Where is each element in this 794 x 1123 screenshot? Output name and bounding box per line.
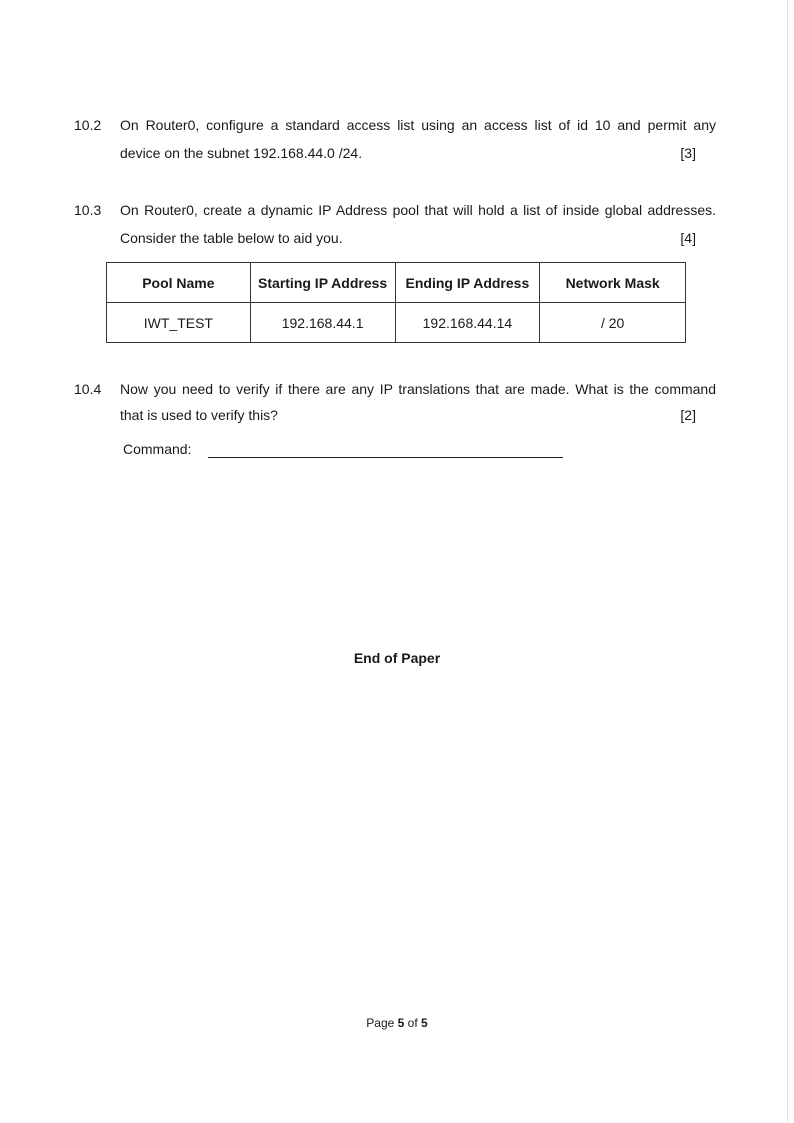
page-footer bbox=[0, 1016, 794, 1030]
footer-middle: of bbox=[404, 1016, 422, 1030]
cell-pool-name: IWT_TEST bbox=[107, 303, 251, 343]
question-text-line-1: Now you need to verify if there are any IP translations that are made. What is the command bbox=[120, 381, 716, 397]
table-header-row bbox=[107, 263, 686, 303]
header-pool-name: Pool Name bbox=[107, 263, 251, 303]
question-marks: [2] bbox=[680, 407, 696, 423]
cell-network-mask: / 20 bbox=[540, 303, 686, 343]
end-of-paper: End of Paper bbox=[353, 650, 441, 666]
command-label: Command: bbox=[123, 441, 192, 457]
header-ending-ip: Ending IP Address bbox=[395, 263, 540, 303]
table-row bbox=[107, 303, 686, 343]
question-number: 10.4 bbox=[74, 381, 102, 397]
question-marks: [4] bbox=[680, 230, 696, 246]
question-number: 10.3 bbox=[74, 202, 102, 218]
header-network-mask: Network Mask bbox=[540, 263, 686, 303]
footer-total-pages: 5 bbox=[421, 1016, 428, 1030]
footer-prefix: Page bbox=[366, 1016, 398, 1030]
cell-starting-ip: 192.168.44.1 bbox=[250, 303, 395, 343]
scan-edge bbox=[787, 0, 788, 1123]
question-number: 10.2 bbox=[74, 117, 102, 133]
footer-current-page: 5 bbox=[397, 1016, 405, 1030]
question-text-line-1: On Router0, create a dynamic IP Address pool that will hold a list of inside global addresses. bbox=[120, 202, 716, 218]
command-answer-line[interactable] bbox=[208, 457, 563, 458]
ip-pool-table bbox=[106, 262, 686, 343]
question-text-line-2: that is used to verify this? bbox=[120, 407, 278, 423]
question-marks: [3] bbox=[680, 145, 696, 161]
question-text-line-2: Consider the table below to aid you. bbox=[120, 230, 343, 246]
cell-ending-ip: 192.168.44.14 bbox=[395, 303, 540, 343]
question-text-line-1: On Router0, configure a standard access list using an access list of id 10 and permit any bbox=[120, 117, 716, 133]
question-text-line-2: device on the subnet 192.168.44.0 /24. bbox=[120, 145, 363, 161]
header-starting-ip: Starting IP Address bbox=[250, 263, 395, 303]
